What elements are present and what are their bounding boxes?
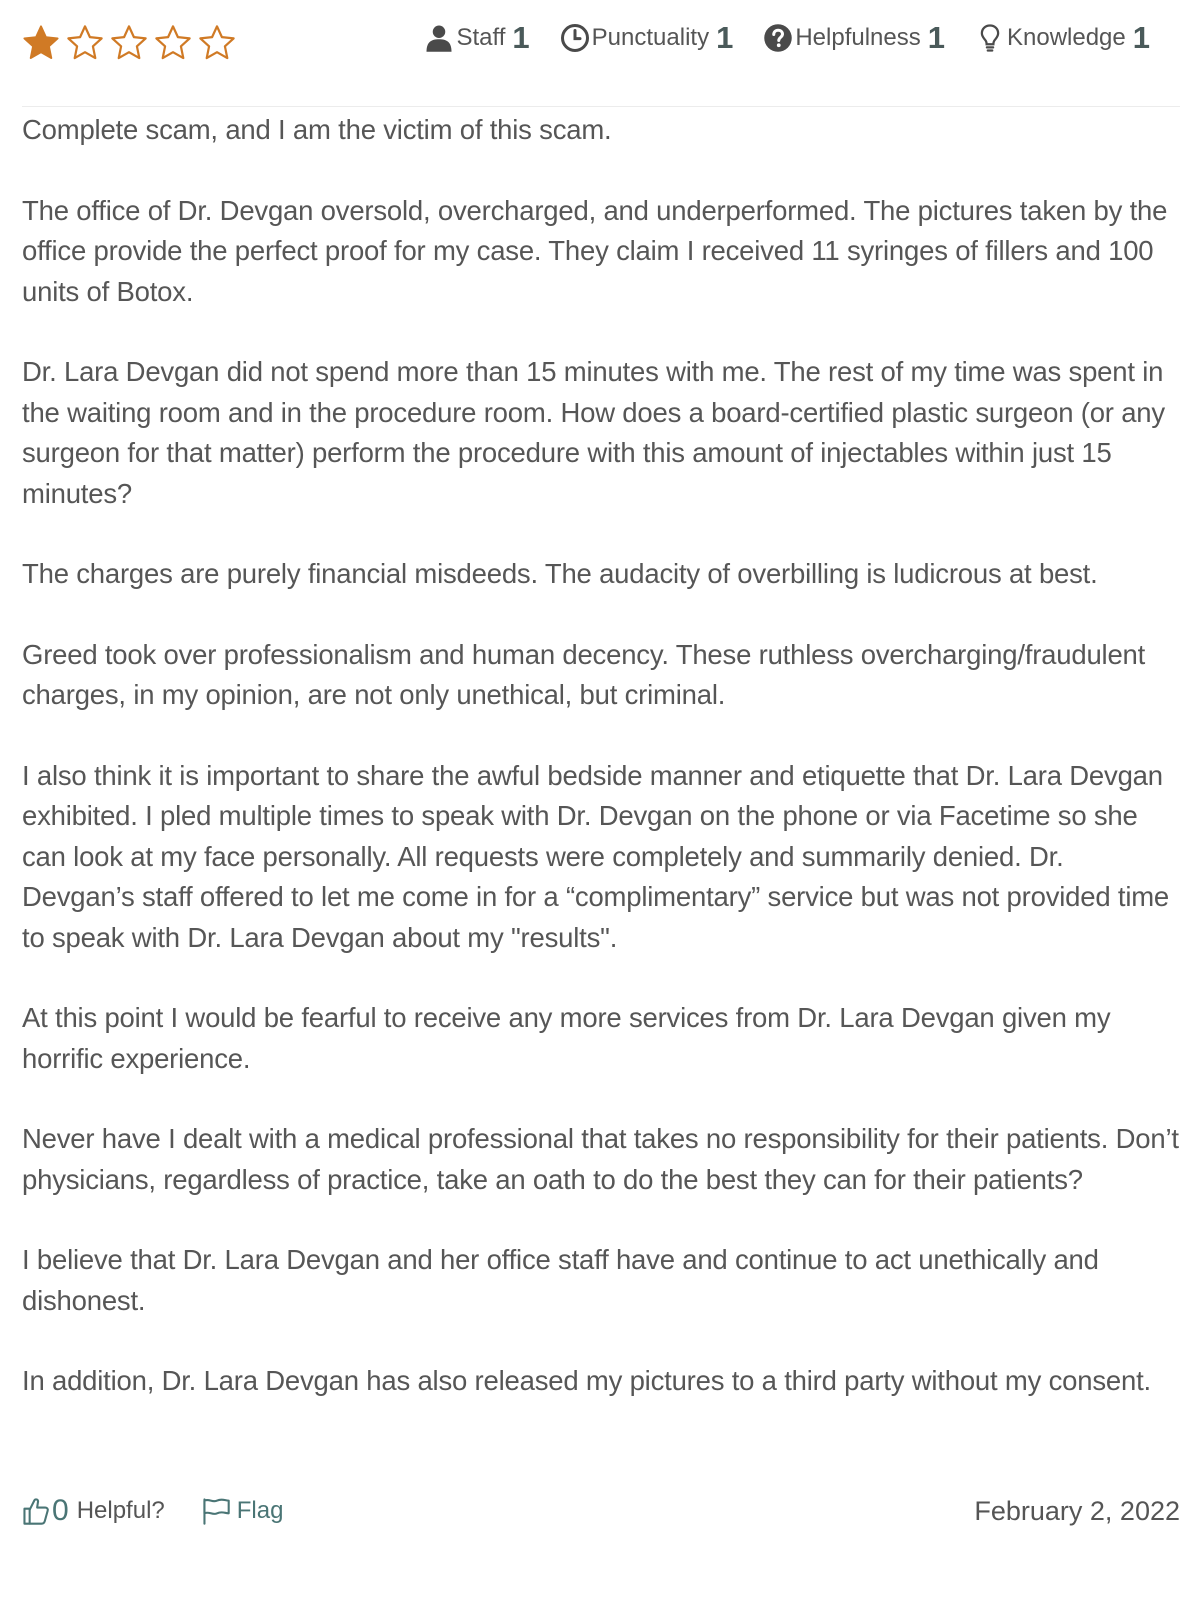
rating-value: 1 bbox=[512, 20, 530, 55]
review-date: February 2, 2022 bbox=[974, 1496, 1180, 1526]
review-paragraph: At this point I would be fearful to receive any more services from Dr. Lara Devgan given my horrific experience. bbox=[22, 1002, 1111, 1074]
star-empty-icon bbox=[66, 24, 104, 62]
review-paragraph: The charges are purely financial misdeeds. The audacity of overbilling is ludicrous at best. bbox=[22, 558, 1098, 589]
rating-knowledge bbox=[975, 20, 1150, 56]
lightbulb-icon bbox=[975, 23, 1005, 53]
question-icon bbox=[763, 23, 793, 53]
review-paragraph: I believe that Dr. Lara Devgan and her office staff have and continue to act unethically and dishonest. bbox=[22, 1244, 1099, 1316]
star-empty-icon bbox=[154, 24, 192, 62]
header-divider bbox=[22, 106, 1180, 107]
helpful-count: 0 bbox=[52, 1494, 69, 1527]
rating-value: 1 bbox=[716, 20, 734, 55]
category-ratings bbox=[424, 20, 1150, 56]
helpful-label[interactable]: Helpful? bbox=[76, 1497, 165, 1524]
rating-label: Punctuality bbox=[591, 24, 710, 51]
rating-helpfulness bbox=[763, 20, 945, 56]
rating-label: Helpfulness bbox=[795, 24, 921, 51]
review-paragraph: Greed took over professionalism and human decency. These ruthless overcharging/fraudulent charges, in my opinion, are not only unethical, but criminal. bbox=[22, 638, 1146, 710]
footer-actions bbox=[22, 1494, 283, 1528]
user-icon bbox=[424, 23, 454, 53]
rating-value: 1 bbox=[927, 20, 945, 55]
review-paragraph: Never have I dealt with a medical professional that takes no responsibility for their patients. Don’t physicians, regardless of practice, take an oath to do the best they can for their patients? bbox=[22, 1123, 1179, 1195]
review-body bbox=[22, 110, 1180, 1442]
rating-label: Staff bbox=[456, 24, 506, 51]
review-paragraph: I also think it is important to share the awful bedside manner and etiquette that Dr. Lara Devgan exhibited. I pled multiple times to speak with Dr. Devgan on the phone or via Facetime so she can look at my face personally. All requests were completely and summarily denied. Dr. Devgan’s staff offered to let me come in for a “complimentary” service but was not provided time to speak with Dr. Lara Devgan about my "results". bbox=[22, 759, 1170, 953]
review-paragraph: Complete scam, and I am the victim of this scam. bbox=[22, 114, 612, 145]
review-paragraph: Dr. Lara Devgan did not spend more than 15 minutes with me. The rest of my time was spent in the waiting room and in the procedure room. How does a board-certified plastic surgeon (or any surgeon for that matter) perform the procedure with this amount of injectables within just 15 minutes? bbox=[22, 356, 1165, 509]
star-rating bbox=[22, 24, 236, 62]
flag-button[interactable] bbox=[201, 1497, 284, 1525]
review-paragraph: The office of Dr. Devgan oversold, overcharged, and underperformed. The pictures taken by the office provide the perfect proof for my case. They claim I received 11 syringes of fillers and 100 units of Botox. bbox=[22, 194, 1168, 307]
star-filled-icon bbox=[22, 24, 60, 62]
clock-icon bbox=[560, 23, 590, 53]
star-empty-icon bbox=[198, 24, 236, 62]
flag-label: Flag bbox=[236, 1497, 284, 1524]
flag-icon bbox=[201, 1497, 231, 1525]
thumbs-up-icon[interactable] bbox=[22, 1496, 50, 1526]
rating-punctuality bbox=[560, 20, 734, 56]
review-header bbox=[22, 18, 1180, 70]
star-empty-icon bbox=[110, 24, 148, 62]
rating-staff bbox=[424, 20, 529, 56]
rating-value: 1 bbox=[1132, 20, 1150, 55]
rating-label: Knowledge bbox=[1006, 24, 1126, 51]
review-footer bbox=[22, 1490, 1180, 1536]
review-paragraph: In addition, Dr. Lara Devgan has also released my pictures to a third party without my consent. bbox=[22, 1365, 1151, 1396]
